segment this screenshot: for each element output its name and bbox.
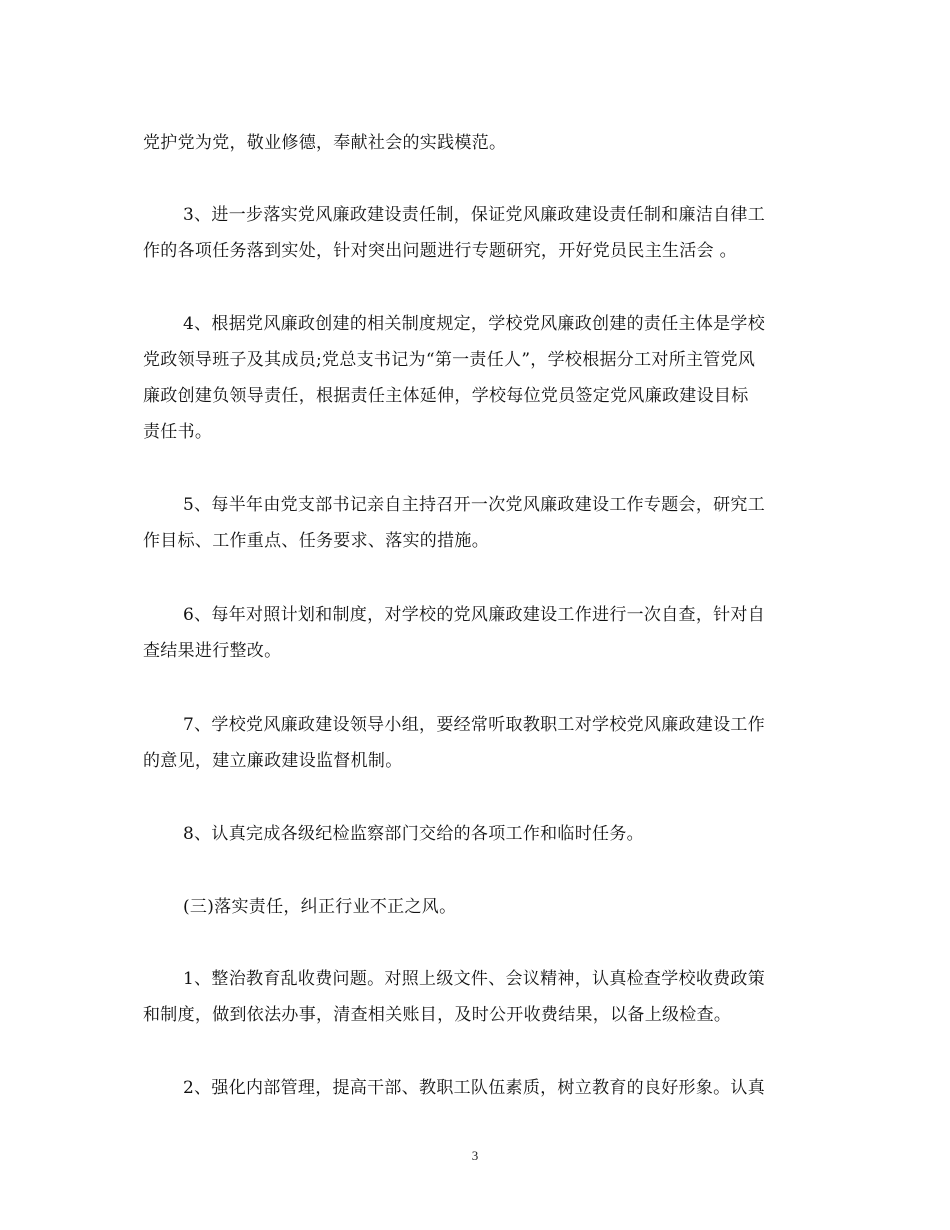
text-line: 2、强化内部管理，提高干部、教职工队伍素质，树立教育的良好形象。认真 (183, 1078, 766, 1098)
paragraph-item-4 (143, 306, 813, 450)
text-line: 的意见，建立廉政建设监督机制。 (143, 751, 403, 771)
paragraph-item-8 (143, 816, 813, 852)
text-line: 6、每年对照计划和制度，对学校的党风廉政建设工作进行一次自查，针对自 (183, 605, 766, 625)
text-line: 4、根据党风廉政创建的相关制度规定，学校党风廉政创建的责任主体是学校 (183, 314, 766, 334)
paragraph-item-3 (143, 197, 813, 269)
text-line: 作目标、工作重点、任务要求、落实的措施。 (143, 531, 489, 551)
section-heading (143, 889, 813, 925)
page-number: 3 (471, 1148, 479, 1163)
text-line: 1、整治教育乱收费问题。对照上级文件、会议精神，认真检查学校收费政策 (183, 969, 766, 989)
text-line: 廉政创建负领导责任，根据责任主体延伸，学校每位党员签定党风廉政建设目标 (143, 386, 749, 406)
paragraph-item-6 (143, 597, 813, 669)
paragraph-sub-item-1 (143, 961, 813, 1033)
text-line: 7、学校党风廉政建设领导小组，要经常听取教职工对学校党风廉政建设工作 (183, 715, 766, 735)
text-line: 党政领导班子及其成员;党总支书记为“第一责任人”，学校根据分工对所主管党风 (143, 350, 756, 370)
text-line: (三)落实责任，纠正行业不正之风。 (183, 897, 457, 917)
paragraph-continuation (143, 125, 813, 161)
text-line: 3、进一步落实党风廉政建设责任制，保证党风廉政建设责任制和廉洁自律工 (183, 205, 766, 225)
text-line: 8、认真完成各级纪检监察部门交给的各项工作和临时任务。 (183, 824, 644, 844)
text-line: 和制度，做到依法办事，清查相关账目，及时公开收费结果，以备上级检查。 (143, 1005, 732, 1025)
text-line: 责任书。 (143, 422, 213, 442)
text-line: 作的各项任务落到实处，针对突出问题进行专题研究，开好党员民主生活会 。 (143, 241, 737, 261)
paragraph-sub-item-2 (143, 1070, 813, 1106)
text-line: 查结果进行整改。 (143, 641, 282, 661)
text-line: 5、每半年由党支部书记亲自主持召开一次党风廉政建设工作专题会，研究工 (183, 495, 766, 515)
text-line: 党护党为党，敬业修德，奉献社会的实践模范。 (143, 133, 507, 153)
paragraph-item-7 (143, 707, 813, 779)
paragraph-item-5 (143, 487, 813, 559)
